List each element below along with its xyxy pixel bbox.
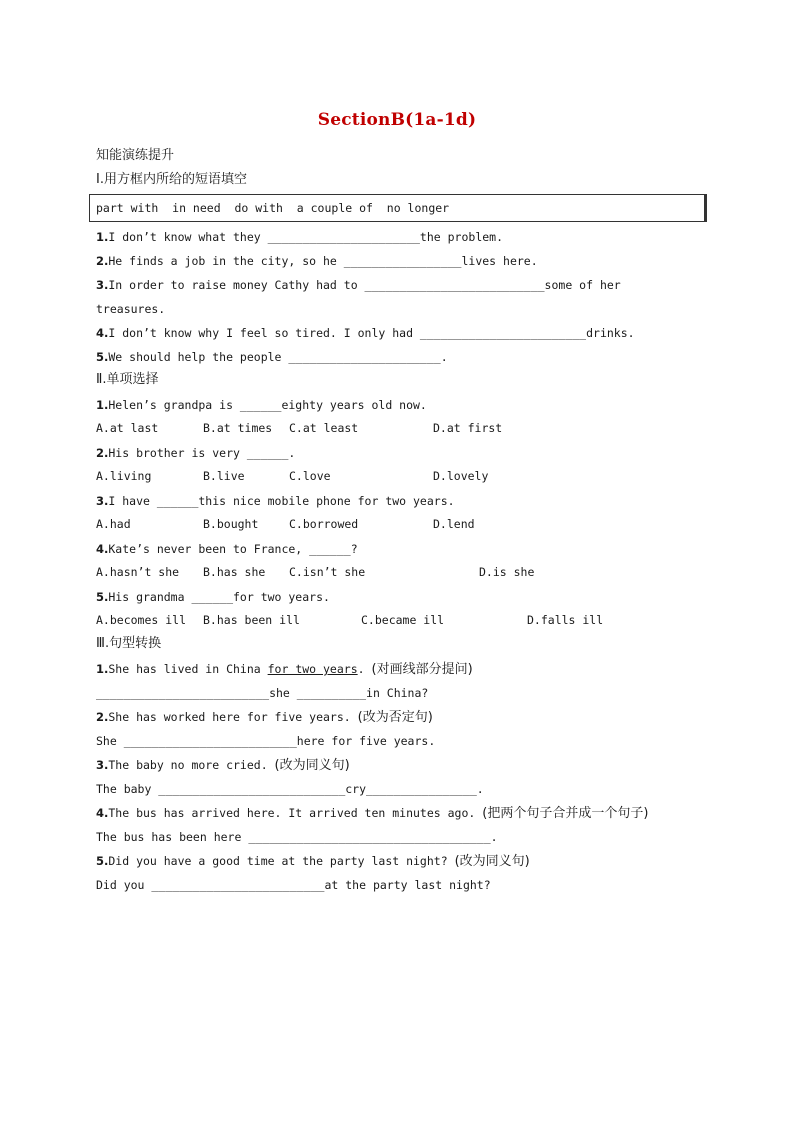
part3-q3: 3.The baby no more cried. (改为同义句) [96, 758, 350, 773]
part2-q5-option-a: A.becomes ill [96, 613, 187, 627]
phrase-list: part with in need do with a couple of no longer [96, 201, 450, 215]
phrase-box [89, 194, 705, 222]
part2-q3-option-c: C.borrowed [289, 517, 359, 531]
part1-q2: 2.He finds a job in the city, so he _________________lives here. [96, 254, 538, 268]
part2-q3-option-a: A.had [96, 517, 131, 531]
part2-q4-option-c: C.isn’t she [289, 565, 366, 579]
main-heading: 知能演练提升 [96, 148, 175, 163]
part3-a1: _________________________she __________in China? [96, 686, 429, 700]
part1-q4: 4.I don’t know why I feel so tired. I only had ________________________drinks. [96, 326, 635, 340]
part2-q1-option-b: B.at times [203, 421, 273, 435]
part3-a3: The baby ___________________________cry________________. [96, 782, 484, 796]
part2-q4-option-b: B.has she [203, 565, 266, 579]
section-2-heading: Ⅱ.单项选择 [96, 372, 159, 387]
page-title: SectionB(1a-1d) [317, 110, 477, 130]
part3-q1: 1.She has lived in China for two years. (对画线部分提问) [96, 662, 473, 677]
part3-a2: She _________________________here for five years. [96, 734, 436, 748]
part2-q3-option-b: B.bought [203, 517, 259, 531]
part2-q2-option-a: A.living [96, 469, 152, 483]
part3-q4: 4.The bus has arrived here. It arrived ten minutes ago. (把两个句子合并成一个句子) [96, 806, 649, 821]
part2-q5-option-c: C.became ill [361, 613, 445, 627]
part1-q1: 1.I don’t know what they ______________________the problem. [96, 230, 504, 244]
part2-q2-option-c: C.love [289, 469, 331, 483]
part3-a4: The bus has been here ___________________________________. [96, 830, 498, 844]
underlined-phrase: for two years [267, 662, 358, 676]
part3-q2: 2.She has worked here for five years. (改为否定句) [96, 710, 433, 725]
part2-q5: 5.His grandma ______for two years. [96, 590, 330, 604]
part2-q1-option-d: D.at first [433, 421, 503, 435]
part2-q3-option-d: D.lend [433, 517, 475, 531]
part1-q3: 3.In order to raise money Cathy had to __________________________some of her [96, 278, 621, 292]
part2-q3: 3.I have ______this nice mobile phone for two years. [96, 494, 455, 508]
part2-q1-option-c: C.at least [289, 421, 359, 435]
part2-q4-option-a: A.hasn’t she [96, 565, 180, 579]
part2-q5-option-b: B.has been ill [203, 613, 300, 627]
part2-q5-option-d: D.falls ill [527, 613, 604, 627]
part3-q5: 5.Did you have a good time at the party last night? (改为同义句) [96, 854, 530, 869]
part2-q4-option-d: D.is she [479, 565, 535, 579]
section-3-heading: Ⅲ.句型转换 [96, 636, 162, 651]
part1-q5: 5.We should help the people ______________________. [96, 350, 448, 364]
part2-q4: 4.Kate’s never been to France, ______? [96, 542, 358, 556]
part2-q2-option-b: B.live [203, 469, 245, 483]
section-1-heading: Ⅰ.用方框内所给的短语填空 [96, 172, 247, 187]
part1-q3-cont: treasures. [96, 302, 166, 316]
part2-q2-option-d: D.lovely [433, 469, 489, 483]
part3-a5: Did you _________________________at the party last night? [96, 878, 491, 892]
part2-q1: 1.Helen’s grandpa is ______eighty years old now. [96, 398, 427, 412]
part2-q2: 2.His brother is very ______. [96, 446, 296, 460]
part2-q1-option-a: A.at last [96, 421, 159, 435]
